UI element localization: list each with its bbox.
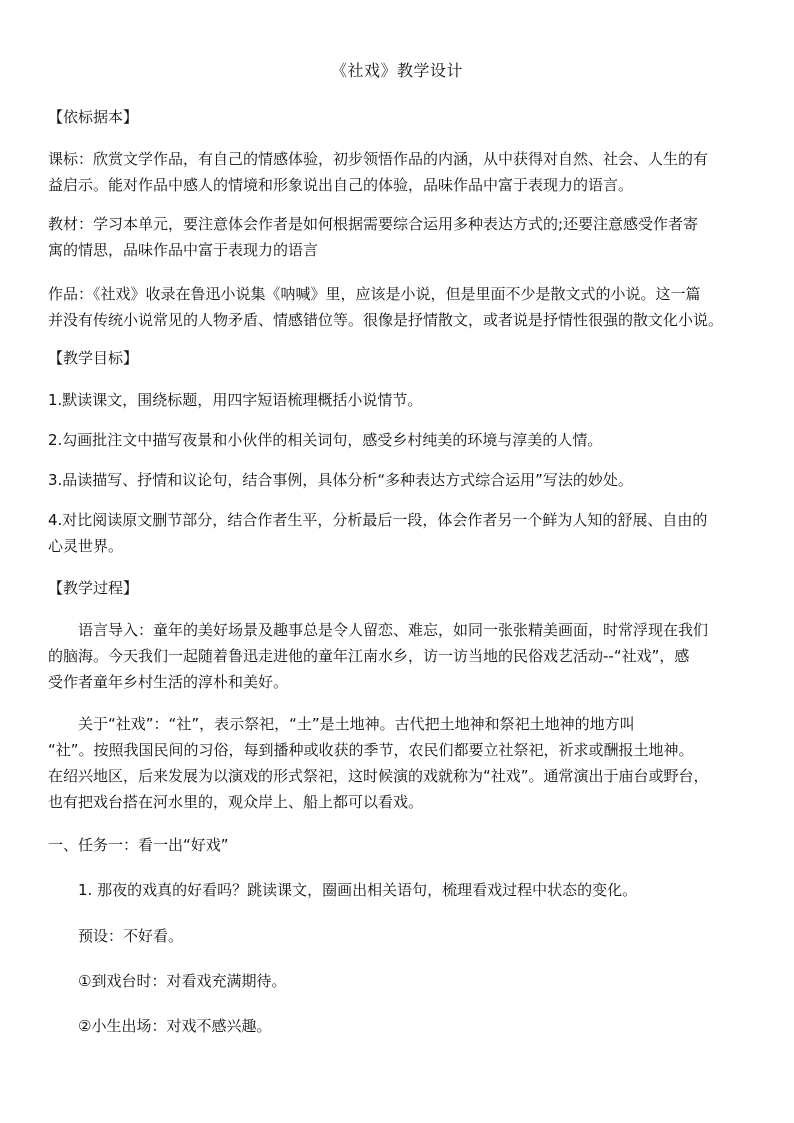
question-1: 1. 那夜的戏真的好看吗？跳读课文，圈画出相关语句，梳理看戏过程中状态的变化。 (78, 881, 638, 899)
about-line-4: 也有把戏台搭在河水里的，观众岸上、船上都可以看戏。 (48, 793, 424, 811)
about-line-1: 关于“社戏”：“社”，表示祭祀，“土”是土地神。古代把土地神和祭祀土地神的地方叫 (78, 715, 635, 733)
jiaocai-line-1: 教材：学习本单元，要注意体会作者是如何根据需要综合运用多种表达方式的;还要注意感受作者寄 (48, 215, 699, 233)
heading-process: 【教学过程】 (48, 579, 139, 597)
heading-goals: 【教学目标】 (48, 349, 139, 367)
zuopin-line-1: 作品：《社戏》收录在鲁迅小说集《呐喊》里，应该是小说，但是里面不少是散文式的小说。这一篇 (48, 285, 701, 303)
heading-basis: 【依标据本】 (48, 108, 139, 126)
goal-1: 1.默读课文，围绕标题，用四字短语梳理概括小说情节。 (48, 391, 423, 409)
about-line-3: 在绍兴地区，后来发展为以演戏的形式祭祀，这时候演的戏就称为“社戏”。通常演出于庙台或野台， (48, 767, 709, 785)
goal-4-line-1: 4.对比阅读原文删节部分，结合作者生平，分析最后一段，体会作者另一个鲜为人知的舒展、自由的 (48, 511, 708, 529)
document-title: 《社戏》教学设计 (330, 61, 463, 80)
state-item-1: ①到戏台时：对看戏充满期待。 (78, 972, 287, 990)
jiaocai-line-2: 寓的情思，品味作品中富于表现力的语言 (48, 241, 319, 259)
goal-3: 3.品读描写、抒情和议论句，结合事例，具体分析“多种表达方式综合运用”写法的妙处。 (48, 471, 633, 489)
intro-line-1: 语言导入：童年的美好场景及趣事总是令人留恋、难忘，如同一张张精美画面，时常浮现在我们 (78, 621, 709, 639)
goal-4-line-2: 心灵世界。 (48, 537, 124, 555)
state-item-2: ②小生出场：对戏不感兴趣。 (78, 1017, 272, 1035)
intro-line-2: 的脑海。今天我们一起随着鲁迅走进他的童年江南水乡，访一访当地的民俗戏艺活动--“社戏”，感 (48, 647, 690, 665)
preset-answer: 预设：不好看。 (78, 927, 184, 945)
zuopin-line-2: 并没有传统小说常见的人物矛盾、情感错位等。很像是抒情散文，或者说是抒情性很强的散文化小说。 (48, 311, 724, 329)
kebiao-line-2: 益启示。能对作品中感人的情境和形象说出自己的体验，品味作品中富于表现力的语言。 (48, 176, 634, 194)
about-line-2: “社”。按照我国民间的习俗，每到播种或收获的季节，农民们都要立社祭祀，祈求或酬报土地神。 (48, 741, 694, 759)
kebiao-line-1: 课标：欣赏文学作品，有自己的情感体验，初步领悟作品的内涵，从中获得对自然、社会、人生的有 (48, 150, 709, 168)
intro-line-3: 受作者童年乡村生活的淳朴和美好。 (48, 673, 289, 691)
goal-2: 2.勾画批注文中描写夜景和小伙伴的相关词句，感受乡村纯美的环境与淳美的人情。 (48, 431, 603, 449)
task-1-heading: 一、任务一：看一出“好戏” (48, 836, 229, 854)
